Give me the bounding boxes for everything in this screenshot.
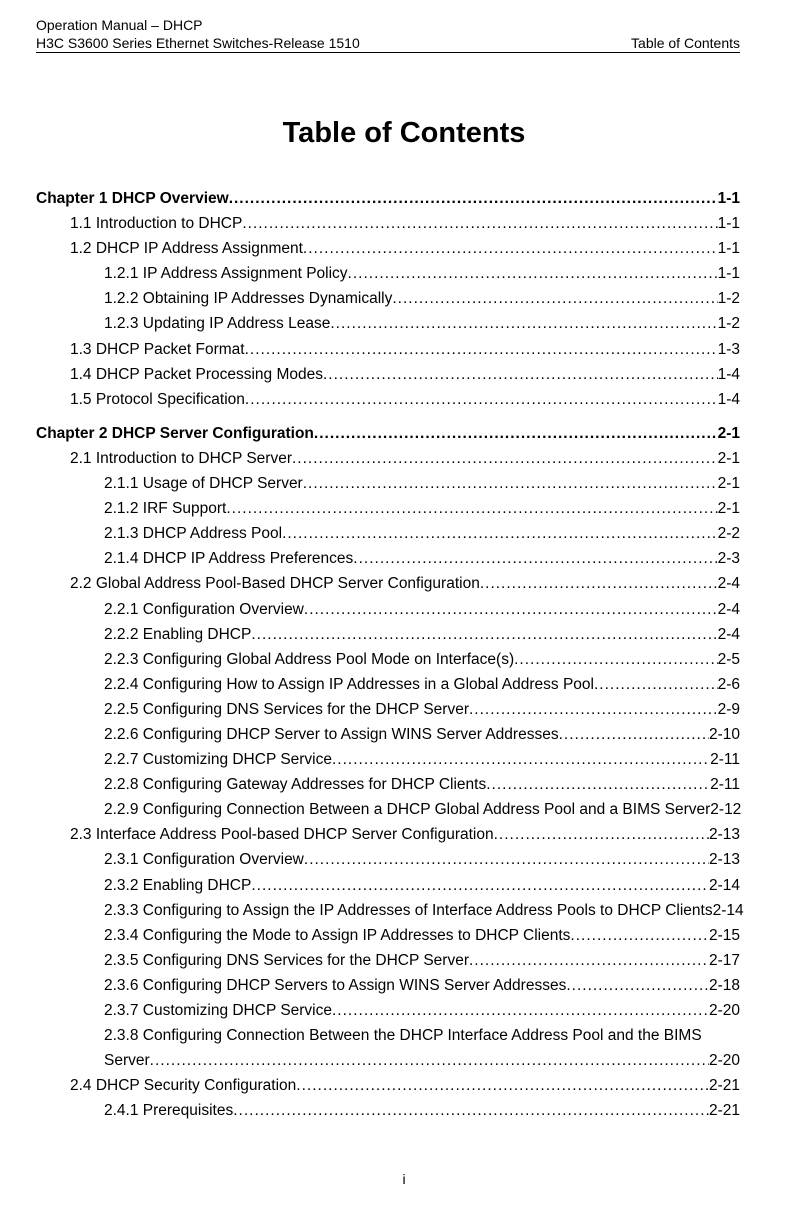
toc-entry[interactable] [36,898,744,923]
toc-page-number: 2-20 [708,1052,740,1070]
toc-page-number: 2-11 [710,776,740,794]
toc-entry[interactable] [36,647,740,672]
toc-page-number: 2-5 [717,650,740,668]
toc-dot-leader [559,722,709,747]
toc-entry-title: 2.2.3 Configuring Global Address Pool Mode on Interface(s) [104,650,515,668]
toc-entry[interactable] [36,797,740,822]
toc-entry-title: Chapter 1 DHCP Overview [36,190,229,207]
toc-entry-title: 2.2 Global Address Pool-Based DHCP Server Configuration [70,575,480,593]
toc-entry-title: 2.2.8 Configuring Gateway Addresses for DHCP Clients [104,776,487,794]
table-of-contents [36,186,744,1123]
toc-entry[interactable] [36,211,740,236]
toc-entry[interactable] [36,236,740,261]
toc-page-number: 1-1 [717,240,740,258]
toc-entry-title: 2.3.4 Configuring the Mode to Assign IP Addresses to DHCP Clients [104,926,571,944]
running-header-manual: Operation Manual – DHCP [36,17,203,33]
toc-page-number: 2-14 [708,876,740,894]
toc-entry-title: 1.2.1 IP Address Assignment Policy [104,265,348,283]
toc-dot-leader [296,1073,709,1098]
toc-dot-leader [303,471,718,496]
toc-entry[interactable] [36,973,740,998]
toc-entry-title: 2.3.1 Configuration Overview [104,851,304,869]
toc-page-number: 2-11 [710,751,740,769]
toc-entry-title: 2.2.6 Configuring DHCP Server to Assign WINS Server Addresses [104,725,559,743]
toc-entry-title: 2.1 Introduction to DHCP Server [70,449,292,467]
toc-dot-leader [594,672,718,697]
toc-page-number: 1-1 [717,190,740,207]
toc-entry-title: 2.3.2 Enabling DHCP [104,876,252,894]
page-number: i [402,1171,406,1187]
toc-page-number: 2-10 [708,725,740,743]
toc-entry[interactable] [36,722,740,747]
toc-entry[interactable] [36,597,740,622]
running-header-section: Table of Contents [631,35,740,51]
toc-page-number: 1-2 [717,315,740,333]
toc-entry-title: 2.2.7 Customizing DHCP Service [104,751,332,769]
toc-page-number: 2-2 [717,525,740,543]
toc-page-number: 2-17 [708,951,740,969]
running-header [36,35,740,51]
toc-page-number: 1-4 [717,390,740,408]
toc-entry[interactable] [36,873,740,898]
toc-entry-title: 2.3.5 Configuring DNS Services for the DHCP Server [104,951,469,969]
toc-entry-title: 2.2.2 Enabling DHCP [104,625,252,643]
toc-entry-title: 2.1.3 DHCP Address Pool [104,525,283,543]
running-header-product: H3C S3600 Series Ethernet Switches-Release 1510 [36,35,360,51]
toc-entry[interactable] [36,496,740,521]
toc-entry-title: 2.3.3 Configuring to Assign the IP Addresses of Interface Address Pools to DHCP Clients [104,901,713,919]
toc-dot-leader [392,286,717,311]
toc-entry-title: 2.3 Interface Address Pool-based DHCP Server Configuration [70,826,494,844]
toc-dot-leader [348,261,718,286]
toc-entry[interactable] [36,923,740,948]
toc-page-number: 2-1 [717,449,740,467]
toc-page-number: 2-4 [717,575,740,593]
toc-page-number: 2-13 [708,826,740,844]
toc-dot-leader [150,1048,709,1073]
toc-dot-leader [304,847,709,872]
toc-entry-title[interactable]: 2.3.8 Configuring Connection Between the DHCP Interface Address Pool and the BIMS [104,1027,702,1045]
toc-dot-leader [242,211,717,236]
toc-entry[interactable] [36,1098,740,1123]
toc-entry[interactable] [36,571,740,596]
toc-dot-leader [323,362,718,387]
toc-entry-title: 1.5 Protocol Specification [70,390,245,408]
toc-page-number: 1-1 [717,215,740,233]
toc-entry[interactable] [36,546,740,571]
toc-entry[interactable] [36,1073,740,1098]
toc-entry-title: 1.1 Introduction to DHCP [70,215,243,233]
toc-entry-title: 1.2 DHCP IP Address Assignment [70,240,303,258]
toc-dot-leader [332,998,709,1023]
header-rule [36,52,740,53]
toc-dot-leader [469,948,709,973]
toc-entry[interactable] [36,847,740,872]
toc-dot-leader [353,546,717,571]
toc-entry-title: Chapter 2 DHCP Server Configuration [36,424,314,442]
toc-entry[interactable] [36,622,740,647]
toc-dot-leader [226,496,717,521]
toc-entry[interactable] [36,387,740,412]
page-title: Table of Contents [282,117,526,149]
toc-page-number: 2-1 [717,500,740,518]
toc-page-number: 2-9 [717,700,740,718]
toc-page-number: 2-1 [717,475,740,493]
toc-page-number: 1-2 [717,290,740,308]
toc-entry[interactable] [36,697,740,722]
toc-page-number: 2-4 [717,625,740,643]
toc-dot-leader [314,421,718,446]
toc-entry[interactable] [36,521,740,546]
toc-entry-title: 2.2.5 Configuring DNS Services for the DHCP Server [104,700,469,718]
toc-dot-leader [330,311,717,336]
toc-entry[interactable] [36,286,740,311]
toc-dot-leader [332,747,710,772]
toc-entry-title: 2.4.1 Prerequisites [104,1102,234,1120]
toc-entry-title: 2.1.2 IRF Support [104,500,227,518]
toc-entry[interactable] [36,311,740,336]
toc-page-number: 1-3 [717,340,740,358]
toc-entry[interactable] [36,471,740,496]
toc-entry[interactable] [36,772,740,797]
toc-page-number: 2-21 [708,1077,740,1095]
toc-page-number: 2-18 [708,976,740,994]
toc-dot-leader [486,772,710,797]
toc-dot-leader [494,822,709,847]
toc-page-number: 2-21 [708,1102,740,1120]
toc-entry[interactable] [36,948,740,973]
toc-entry[interactable] [36,998,740,1023]
toc-page-number: 2-14 [712,901,744,919]
toc-entry-title: Server [104,1052,150,1070]
toc-dot-leader [251,873,709,898]
toc-entry-title: 2.4 DHCP Security Configuration [70,1077,297,1095]
toc-entry[interactable] [36,1048,740,1073]
toc-entry-title: 1.4 DHCP Packet Processing Modes [70,365,323,383]
toc-page-number: 2-1 [717,424,740,442]
toc-entry-title: 1.2.3 Updating IP Address Lease [104,315,331,333]
toc-chapter-entry[interactable] [36,421,740,446]
toc-entry-title: 2.1.1 Usage of DHCP Server [104,475,303,493]
toc-dot-leader [304,597,718,622]
toc-entry[interactable] [36,261,740,286]
toc-entry[interactable] [36,337,740,362]
toc-entry-title: 2.2.9 Configuring Connection Between a DHCP Global Address Pool and a BIMS Server [104,801,711,819]
toc-entry[interactable] [36,362,740,387]
toc-page-number: 1-1 [717,265,740,283]
toc-dot-leader [245,337,718,362]
toc-dot-leader [229,186,718,211]
toc-page-number: 2-6 [717,675,740,693]
toc-chapter-entry[interactable] [36,186,740,211]
toc-entry-title: 2.3.6 Configuring DHCP Servers to Assign WINS Server Addresses [104,976,567,994]
toc-dot-leader [292,446,718,471]
toc-dot-leader [570,923,709,948]
toc-entry-title: 1.3 DHCP Packet Format [70,340,245,358]
toc-page-number: 1-4 [717,365,740,383]
toc-page-number: 2-15 [708,926,740,944]
toc-dot-leader [469,697,718,722]
toc-entry[interactable] [36,446,740,471]
toc-entry[interactable] [36,672,740,697]
toc-dot-leader [480,571,718,596]
toc-entry[interactable] [36,822,740,847]
toc-dot-leader [303,236,718,261]
toc-page-number: 2-3 [717,550,740,568]
toc-page-number: 2-20 [708,1002,740,1019]
toc-entry-title: 1.2.2 Obtaining IP Addresses Dynamically [104,290,393,308]
toc-page-number: 2-4 [717,600,740,618]
toc-entry-title: 2.3.7 Customizing DHCP Service [104,1002,332,1019]
toc-dot-leader [514,647,717,672]
toc-entry[interactable] [36,747,740,772]
toc-dot-leader [282,521,718,546]
toc-dot-leader [251,622,717,647]
toc-dot-leader [233,1098,709,1123]
toc-dot-leader [566,973,709,998]
toc-entry-title: 2.1.4 DHCP IP Address Preferences [104,550,354,568]
toc-page-number: 2-13 [708,851,740,869]
toc-entry-title: 2.2.4 Configuring How to Assign IP Addresses in a Global Address Pool [104,675,594,693]
toc-entry-title: 2.2.1 Configuration Overview [104,600,304,618]
toc-dot-leader [245,387,718,412]
toc-page-number: 2-12 [710,801,742,819]
